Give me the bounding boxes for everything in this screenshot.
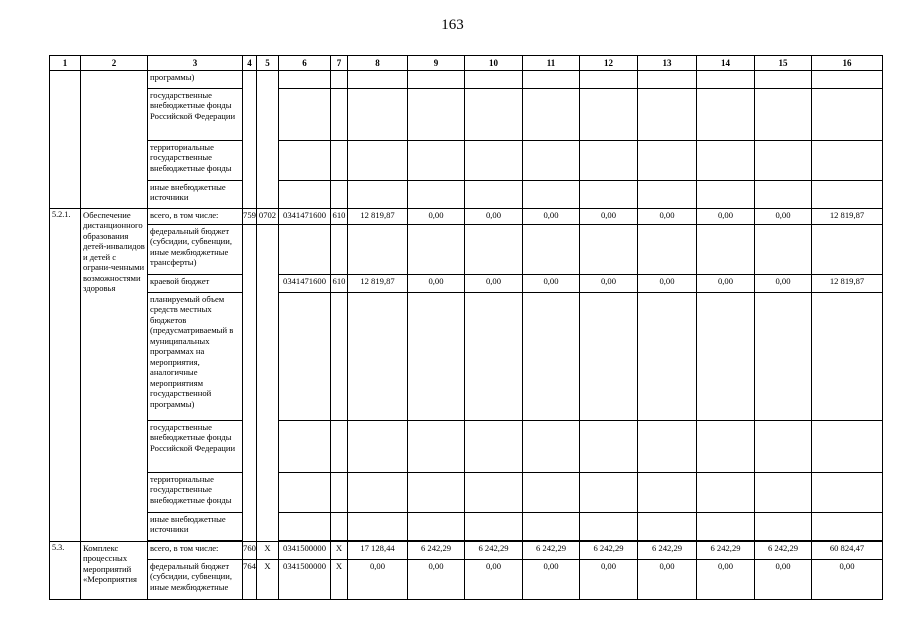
target-code: 0341500000 xyxy=(279,560,331,600)
empty-cell xyxy=(523,473,580,513)
empty-cell xyxy=(523,293,580,421)
item-number: 5.3. xyxy=(50,542,81,600)
amount-cell: 0,00 xyxy=(348,560,408,600)
empty-cell xyxy=(638,89,697,141)
source-label: всего, в том числе: xyxy=(148,542,243,560)
empty-cell xyxy=(331,89,348,141)
expense-type: 610 xyxy=(331,209,348,225)
empty-cell xyxy=(279,513,331,541)
empty-cell xyxy=(523,421,580,473)
source-label: федеральный бюджет (субсидии, субвенции, иные межбюджетные xyxy=(148,560,243,600)
empty-cell xyxy=(408,141,465,181)
table-row xyxy=(50,89,883,141)
target-code: 0341500000 xyxy=(279,542,331,560)
amount-cell: 0,00 xyxy=(523,275,580,293)
header-cell: 4 xyxy=(243,56,257,71)
amount-cell: 0,00 xyxy=(638,560,697,600)
empty-cell xyxy=(638,473,697,513)
amount-cell: 0,00 xyxy=(465,275,523,293)
empty-cell xyxy=(580,293,638,421)
empty-cell xyxy=(580,473,638,513)
empty-cell xyxy=(465,89,523,141)
empty-cell xyxy=(638,141,697,181)
empty-cell xyxy=(279,293,331,421)
page-number: 163 xyxy=(441,17,464,33)
empty-cell xyxy=(257,225,279,542)
table-row xyxy=(50,275,883,293)
empty-cell xyxy=(465,513,523,541)
amount-cell: 0,00 xyxy=(408,209,465,225)
header-cell: 3 xyxy=(148,56,243,71)
source-label: планируемый объем средств местных бюджетов (предусматриваемый в муниципальных программах на мероприятия, аналогичные мероприятиям государственной программы) xyxy=(148,293,243,421)
table-row xyxy=(50,473,883,513)
amount-cell: 6 242,29 xyxy=(638,542,697,560)
table-row xyxy=(50,421,883,473)
header-row xyxy=(50,56,883,71)
empty-cell xyxy=(523,181,580,209)
header-cell: 13 xyxy=(638,56,697,71)
empty-cell xyxy=(755,473,812,513)
empty-cell xyxy=(580,89,638,141)
amount-cell: 0,00 xyxy=(408,560,465,600)
empty-cell xyxy=(408,473,465,513)
amount-cell: 6 242,29 xyxy=(755,542,812,560)
total-amount: 0,00 xyxy=(812,560,883,600)
section-code: X xyxy=(257,560,279,600)
source-label: территориальные государственные внебюджетные фонды xyxy=(148,141,243,181)
empty-cell xyxy=(465,293,523,421)
total-amount: 60 824,47 xyxy=(812,542,883,560)
amount-cell: 0,00 xyxy=(465,560,523,600)
amount-cell: 0,00 xyxy=(580,560,638,600)
header-cell: 12 xyxy=(580,56,638,71)
amount-cell: 0,00 xyxy=(638,275,697,293)
item-number: 5.2.1. xyxy=(50,209,81,542)
empty-cell xyxy=(812,225,883,275)
empty-cell xyxy=(638,181,697,209)
empty-cell xyxy=(580,141,638,181)
empty-cell xyxy=(523,513,580,541)
table-row xyxy=(50,542,883,560)
empty-cell xyxy=(523,141,580,181)
budget-table xyxy=(49,55,883,600)
empty-cell xyxy=(465,71,523,89)
empty-cell xyxy=(523,89,580,141)
empty-cell xyxy=(408,71,465,89)
empty-cell xyxy=(638,225,697,275)
table-row xyxy=(50,71,883,89)
empty-cell xyxy=(257,71,279,209)
amount-cell: 0,00 xyxy=(408,275,465,293)
header-cell: 5 xyxy=(257,56,279,71)
empty-cell xyxy=(331,473,348,513)
empty-cell xyxy=(348,293,408,421)
empty-cell xyxy=(279,141,331,181)
empty-cell xyxy=(638,421,697,473)
empty-cell xyxy=(348,89,408,141)
source-label: программы) xyxy=(148,71,243,89)
empty-cell xyxy=(279,89,331,141)
empty-cell xyxy=(812,513,883,541)
empty-cell xyxy=(755,71,812,89)
empty-cell xyxy=(331,513,348,541)
table-row xyxy=(50,209,883,225)
empty-cell xyxy=(638,513,697,541)
empty-cell xyxy=(523,225,580,275)
amount-cell: 0,00 xyxy=(638,209,697,225)
source-label: иные внебюджетные источники xyxy=(148,513,243,541)
empty-cell xyxy=(755,421,812,473)
expense-type: X xyxy=(331,542,348,560)
empty-cell xyxy=(331,71,348,89)
empty-cell xyxy=(279,421,331,473)
header-cell: 14 xyxy=(697,56,755,71)
amount-cell: 0,00 xyxy=(755,209,812,225)
empty-cell xyxy=(331,141,348,181)
table-row xyxy=(50,181,883,209)
amount-cell: 0,00 xyxy=(697,560,755,600)
empty-cell xyxy=(812,89,883,141)
header-cell: 15 xyxy=(755,56,812,71)
empty-cell xyxy=(755,293,812,421)
empty-cell xyxy=(81,71,148,209)
total-amount: 12 819,87 xyxy=(812,275,883,293)
empty-cell xyxy=(638,71,697,89)
empty-cell xyxy=(348,513,408,541)
empty-cell xyxy=(638,293,697,421)
empty-cell xyxy=(465,225,523,275)
table-row xyxy=(50,225,883,275)
empty-cell xyxy=(697,473,755,513)
empty-cell xyxy=(50,71,81,209)
section-code: 0702 xyxy=(257,209,279,225)
empty-cell xyxy=(279,225,331,275)
amount-cell: 6 242,29 xyxy=(408,542,465,560)
table-row xyxy=(50,513,883,541)
header-cell: 9 xyxy=(408,56,465,71)
amount-cell: 0,00 xyxy=(697,275,755,293)
target-code: 0341471600 xyxy=(279,275,331,293)
amount-cell: 0,00 xyxy=(697,209,755,225)
header-cell: 1 xyxy=(50,56,81,71)
empty-cell xyxy=(697,89,755,141)
empty-cell xyxy=(408,421,465,473)
table-row xyxy=(50,293,883,421)
source-label: иные внебюджетные источники xyxy=(148,181,243,209)
empty-cell xyxy=(697,71,755,89)
empty-cell xyxy=(331,293,348,421)
expense-type: X xyxy=(331,560,348,600)
expense-type: 610 xyxy=(331,275,348,293)
table-row xyxy=(50,560,883,600)
empty-cell xyxy=(812,421,883,473)
empty-cell xyxy=(697,181,755,209)
empty-cell xyxy=(697,293,755,421)
empty-cell xyxy=(697,141,755,181)
empty-cell xyxy=(348,473,408,513)
empty-cell xyxy=(279,71,331,89)
empty-cell xyxy=(755,225,812,275)
header-cell: 8 xyxy=(348,56,408,71)
empty-cell xyxy=(580,71,638,89)
empty-cell xyxy=(580,513,638,541)
empty-cell xyxy=(408,513,465,541)
empty-cell xyxy=(465,141,523,181)
empty-cell xyxy=(348,71,408,89)
source-label: федеральный бюджет (субсидии, субвенции, иные межбюджетные трансферты) xyxy=(148,225,243,275)
empty-cell xyxy=(755,89,812,141)
amount-cell: 12 819,87 xyxy=(348,275,408,293)
empty-cell xyxy=(812,473,883,513)
amount-cell: 6 242,29 xyxy=(697,542,755,560)
amount-cell: 0,00 xyxy=(755,560,812,600)
header-cell: 2 xyxy=(81,56,148,71)
amount-cell: 6 242,29 xyxy=(465,542,523,560)
empty-cell xyxy=(812,141,883,181)
header-cell: 10 xyxy=(465,56,523,71)
empty-cell xyxy=(408,181,465,209)
empty-cell xyxy=(348,141,408,181)
table-row xyxy=(50,141,883,181)
header-cell: 7 xyxy=(331,56,348,71)
empty-cell xyxy=(243,225,257,542)
empty-cell xyxy=(697,225,755,275)
source-label: государственные внебюджетные фонды Российской Федерации xyxy=(148,421,243,473)
item-name: Обеспечение дистанционного образования детей-инвалидов и детей с ограни-ченными возможностями здоровья xyxy=(81,209,148,542)
amount-cell: 0,00 xyxy=(465,209,523,225)
empty-cell xyxy=(348,225,408,275)
empty-cell xyxy=(755,181,812,209)
item-name: Комплекс процессных мероприятий «Мероприятия xyxy=(81,542,148,600)
empty-cell xyxy=(348,181,408,209)
empty-cell xyxy=(465,421,523,473)
empty-cell xyxy=(580,225,638,275)
empty-cell xyxy=(279,473,331,513)
amount-cell: 12 819,87 xyxy=(348,209,408,225)
empty-cell xyxy=(812,293,883,421)
target-code: 0341471600 xyxy=(279,209,331,225)
admin-code: 764 xyxy=(243,560,257,600)
empty-cell xyxy=(331,421,348,473)
empty-cell xyxy=(465,473,523,513)
amount-cell: 0,00 xyxy=(580,209,638,225)
amount-cell: 17 128,44 xyxy=(348,542,408,560)
amount-cell: 0,00 xyxy=(523,209,580,225)
empty-cell xyxy=(408,225,465,275)
section-code: X xyxy=(257,542,279,560)
empty-cell xyxy=(408,293,465,421)
amount-cell: 0,00 xyxy=(755,275,812,293)
header-cell: 11 xyxy=(523,56,580,71)
empty-cell xyxy=(697,421,755,473)
header-cell: 6 xyxy=(279,56,331,71)
empty-cell xyxy=(331,225,348,275)
empty-cell xyxy=(523,71,580,89)
empty-cell xyxy=(243,71,257,209)
empty-cell xyxy=(812,181,883,209)
source-label: территориальные государственные внебюджетные фонды xyxy=(148,473,243,513)
amount-cell: 0,00 xyxy=(523,560,580,600)
amount-cell: 6 242,29 xyxy=(580,542,638,560)
empty-cell xyxy=(348,421,408,473)
empty-cell xyxy=(755,513,812,541)
empty-cell xyxy=(408,89,465,141)
amount-cell: 6 242,29 xyxy=(523,542,580,560)
source-label: краевой бюджет xyxy=(148,275,243,293)
total-amount: 12 819,87 xyxy=(812,209,883,225)
empty-cell xyxy=(697,513,755,541)
source-label: государственные внебюджетные фонды Российской Федерации xyxy=(148,89,243,141)
empty-cell xyxy=(331,181,348,209)
amount-cell: 0,00 xyxy=(580,275,638,293)
source-label: всего, в том числе: xyxy=(148,209,243,225)
empty-cell xyxy=(812,71,883,89)
admin-code: 759 xyxy=(243,209,257,225)
empty-cell xyxy=(580,181,638,209)
header-cell: 16 xyxy=(812,56,883,71)
admin-code: 760 xyxy=(243,542,257,560)
empty-cell xyxy=(755,141,812,181)
empty-cell xyxy=(580,421,638,473)
empty-cell xyxy=(465,181,523,209)
empty-cell xyxy=(279,181,331,209)
